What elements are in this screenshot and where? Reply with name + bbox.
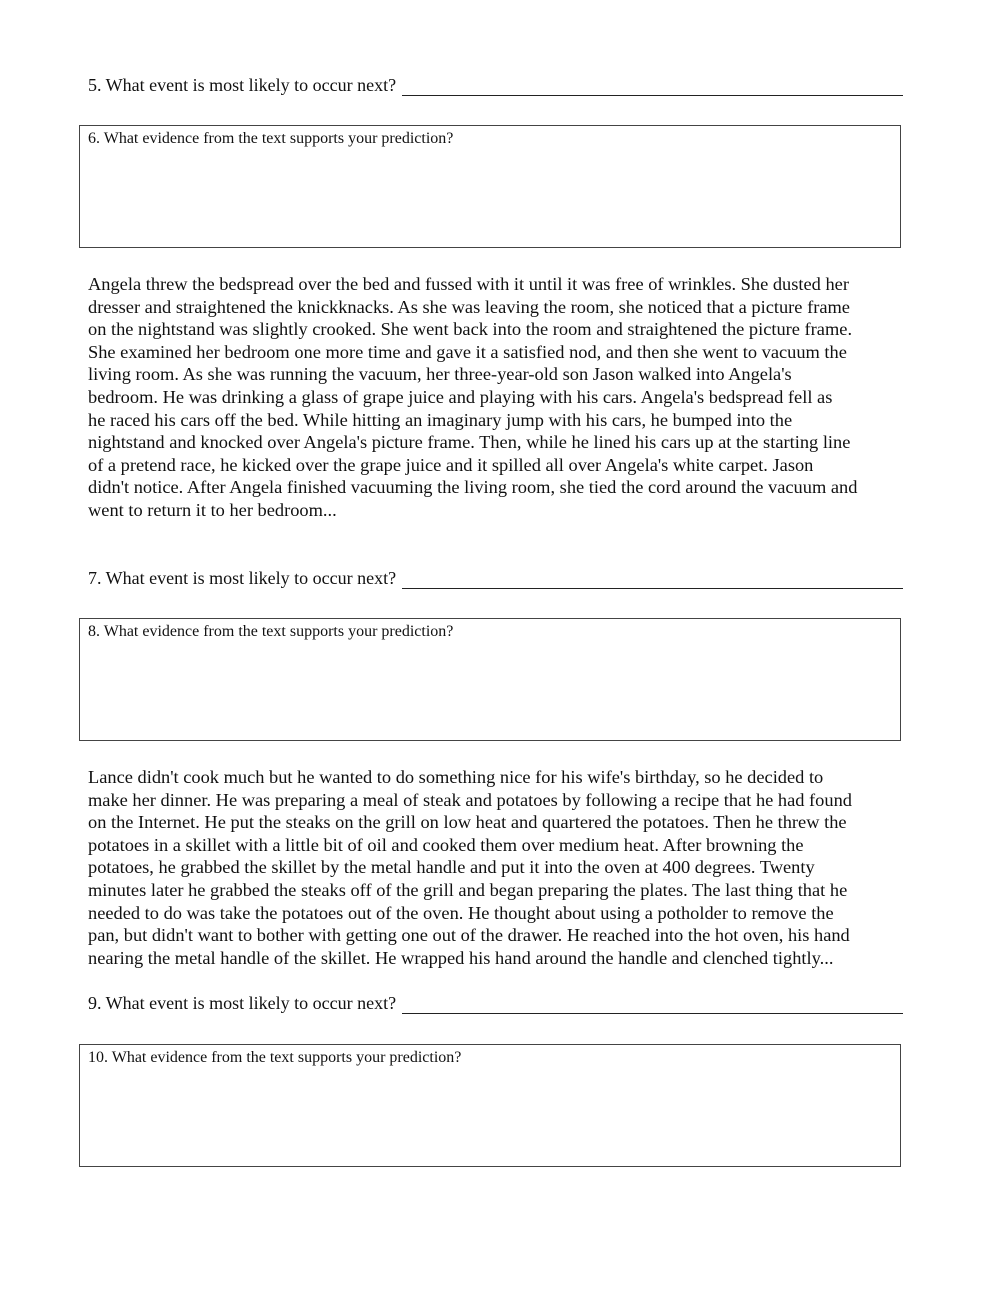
question-5 xyxy=(88,72,903,96)
question-9-text: 9. What event is most likely to occur next? xyxy=(88,993,397,1013)
question-9-answer-line[interactable] xyxy=(402,993,903,1014)
question-10-text: 10. What evidence from the text supports your prediction? xyxy=(88,1049,462,1066)
question-7 xyxy=(88,565,903,589)
question-8-answer-box[interactable] xyxy=(79,618,901,741)
lance-passage: Lance didn't cook much but he wanted to do something nice for his wife's birthday, so he decided to make her dinner. He was preparing a meal of steak and potatoes by following a recipe that he had found on the Internet. He put the steaks on the grill on low heat and quartered the potatoes. Then he threw the potatoes in a skillet with a little bit of oil and cooked them over medium heat. After browning the potatoes, he grabbed the skillet by the metal handle and put it into the oven at 400 degrees. Twenty minutes later he grabbed the steaks off of the grill and began preparing the plates. The last thing that he needed to do was take the potatoes out of the oven. He thought about using a potholder to remove the pan, but didn't want to bother with getting one out of the drawer. He reached into the hot oven, his hand nearing the metal handle of the skillet. He wrapped his hand around the handle and clenched tightly... xyxy=(88,767,852,968)
question-8-text: 8. What evidence from the text supports your prediction? xyxy=(88,623,454,640)
question-5-answer-line[interactable] xyxy=(402,75,903,96)
question-9 xyxy=(88,990,903,1014)
question-6-answer-box[interactable] xyxy=(79,125,901,248)
question-7-text: 7. What event is most likely to occur next? xyxy=(88,568,397,588)
question-10-answer-box[interactable] xyxy=(79,1044,901,1167)
angela-passage: Angela threw the bedspread over the bed and fussed with it until it was free of wrinkles. She dusted her dresser and straightened the knickknacks. As she was leaving the room, she noticed that a picture frame on the nightstand was slightly crooked. She went back into the room and straightened the picture frame. She examined her bedroom one more time and gave it a satisfied nod, and then she went to vacuum the living room. As she was running the vacuum, her three-year-old son Jason walked into Angela's bedroom. He was drinking a glass of grape juice and playing with his cars. Angela's bedspread fell as he raced his cars off the bed. While hitting an imaginary jump with his cars, he bumped into the nightstand and knocked over Angela's picture frame. Then, while he lined his cars up at the starting line of a pretend race, he kicked over the grape juice and it spilled all over Angela's white carpet. Jason didn't notice. After Angela finished vacuuming the living room, she tied the cord around the vacuum and went to return it to her bedroom... xyxy=(88,274,858,520)
question-5-text: 5. What event is most likely to occur next? xyxy=(88,75,397,95)
question-7-answer-line[interactable] xyxy=(402,568,903,589)
question-6-text: 6. What evidence from the text supports your prediction? xyxy=(88,130,454,147)
